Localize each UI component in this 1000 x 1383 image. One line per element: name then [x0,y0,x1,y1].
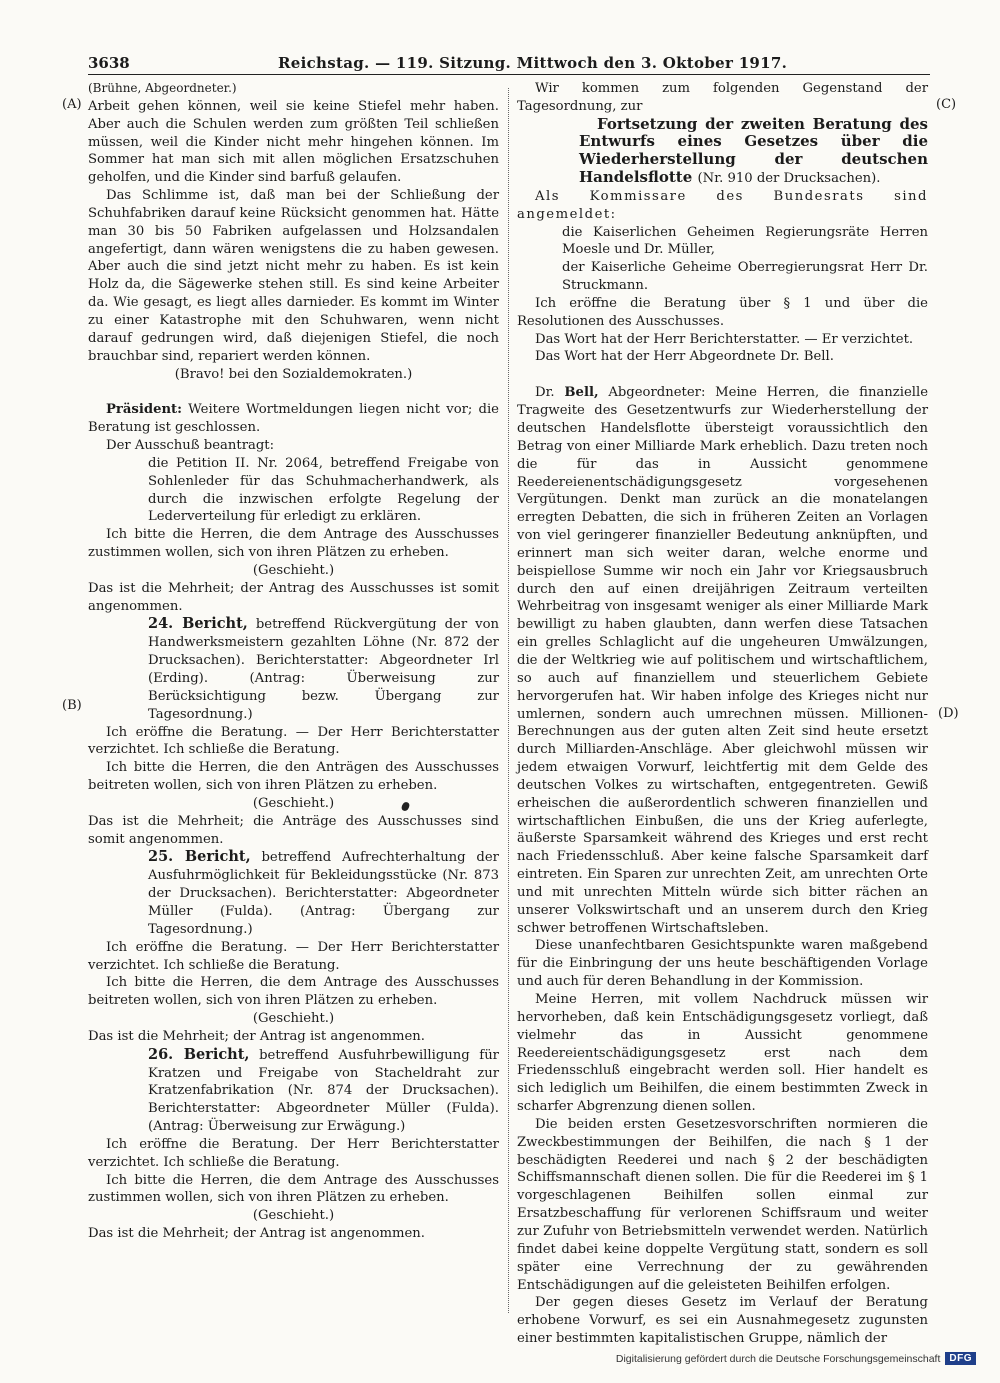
report-24 [88,615,499,723]
agenda-item-heading [517,116,928,188]
interjection: (Geschieht.) [252,562,335,578]
paragraph: Ich bitte die Herren, die den Anträgen des Ausschusses beitreten wollen, sich von ihren Plätzen zu erheben. [88,760,499,794]
statement-text: Weitere Wortmeldungen liegen nicht vor; die Beratung ist geschlossen. [88,402,499,436]
interjection: (Geschieht.) [252,795,335,811]
paragraph: Meine Herren, mit vollem Nachdruck müssen wir hervorheben, daß kein Entschädigungsgesetz vorliegt, daß vielmehr das in Aussicht genommene Reedereientschädigungsgesetz erst nach dem Friedensschluß eingebracht werden soll. Hier handelt es sich lediglich um Beihilfen, die einem bestimmten Zweck in scharfer Abgrenzung dienen sollen. [517,992,928,1115]
paragraph: Der gegen dieses Gesetz im Verlauf der Beratung erhobene Vorwurf, es sei ein Ausnahmegesetz zugunsten einer bestimmten kapitalistischen Gruppe, nämlich der [517,1295,928,1347]
interjection: (Bravo! bei den Sozialdemokraten.) [174,366,413,382]
paragraph: Das Schlimme ist, daß man bei der Schließung der Schuhfabriken darauf keine Rücksicht genommen hat. Hätte man 30 bis 50 Fabriken aufgelassen und Holzsandalen angefertigt, dann wären wenigstens die zu haben gewesen. Aber auch die sind jetzt nicht mehr zu haben. Es ist kein Holz da, die Sägewerke stehen still. Es sind keine Arbeiter da. Wie gesagt, es liegt alles darnieder. Es kommt im Winter zu einer Katastrophe mit den Schuhwaren, wenn nicht darauf gedrungen wird, daß diejenigen Stiefel, die noch brauchbar sind, repariert werden können. [88,188,499,364]
column-divider [508,88,509,1313]
paragraph: Das ist die Mehrheit; der Antrag des Ausschusses ist somit angenommen. [88,580,499,614]
paragraph: Wir kommen zum folgenden Gegenstand der Tagesordnung, zur [517,81,928,114]
commissioner-entry: der Kaiserliche Geheime Oberregierungsrat Herr Dr. Struckmann. [562,260,928,294]
speech-bell [517,384,928,937]
margin-mark-d: (D) [938,706,959,721]
paragraph: Der Ausschuß beantragt: [106,438,275,454]
footer [616,1352,976,1365]
paragraph [517,188,928,224]
report-heading: 26. Bericht, [148,1045,250,1063]
speaker-name: Präsident: [106,402,183,418]
commissioner-entry: die Kaiserlichen Geheimen Regierungsräte Herren Moesle und Dr. Müller, [562,224,928,258]
agenda-title: Fortsetzung der zweiten Beratung des Entwurfs eines Gesetzes über die Wiederherstellung der deutschen Handelsflotte [579,114,928,187]
page-title: Reichstag. — 119. Sitzung. Mittwoch den 3. Oktober 1917. [278,54,788,72]
interjection: (Geschieht.) [252,1208,335,1224]
page-header [88,52,930,75]
paragraph: Das Wort hat der Herr Berichterstatter. — Er verzichtet. [535,331,914,347]
report-25 [88,848,499,938]
paragraph: Ich eröffne die Beratung. — Der Herr Berichterstatter verzichtet. Ich schließe die Beratung. [88,939,499,973]
paragraph: Ich eröffne die Beratung über § 1 und über die Resolutionen des Ausschusses. [517,295,928,329]
speaker-name: Bell, [564,385,599,401]
paragraph: Ich bitte die Herren, die dem Antrage des Ausschusses zustimmen wollen, sich von ihren Plätzen zu erheben. [88,1172,499,1206]
paragraph: Ich bitte die Herren, die dem Antrage des Ausschusses beitreten wollen, sich von ihren Plätzen zu erheben. [88,975,499,1009]
page-number: 3638 [88,54,130,72]
paragraph: Die beiden ersten Gesetzesvorschriften normieren die Zweckbestimmungen der Beihilfen, die nach § 1 der beschädigten Reederei und nach § 2 der beschädigten Schiffsmannschaft dienen sollen. Die für die Reederei im § 1 vorgeschlagenen Beihilfen sollen einmal zur Ersatzbeschaffung für verlorenen Schiffsraum und weiter zur Zufuhr von Betriebsmitteln verwendet werden. Natürlich findet dabei keine doppelte Vergütung statt, sondern es soll später eine Verrechnung der zu gewährenden Entschädigungen auf die geleisteten Beihilfen erfolgen. [517,1116,928,1293]
margin-mark-c: (C) [936,97,957,112]
report-heading: 25. Bericht, [148,848,251,866]
report-26 [88,1046,499,1136]
paragraph: Das ist die Mehrheit; der Antrag ist angenommen. [88,1226,425,1242]
dfg-logo: DFG [945,1352,976,1365]
speaker-continuation: (Brühne, Abgeordneter.) [88,81,237,95]
paragraph: Das Wort hat der Herr Abgeordnete Dr. Bell. [535,349,834,365]
paragraph: Ich eröffne die Beratung. Der Herr Berichterstatter verzichtet. Ich schließe die Beratung. [88,1136,499,1170]
paragraph: Ich eröffne die Beratung. — Der Herr Berichterstatter verzichtet. Ich schließe die Beratung. [88,724,499,758]
report-heading: 24. Bericht, [148,615,248,633]
funding-note: Digitalisierung gefördert durch die Deutsche Forschungsgemeinschaft [615,1352,941,1365]
commissioners-line: Als Kommissare des Bundesrats sind angemeldet: [517,188,928,222]
paragraph: Das ist die Mehrheit; die Anträge des Ausschusses sind somit angenommen. [88,813,499,847]
margin-mark-b: (B) [62,698,82,713]
paragraph: Arbeit gehen können, weil sie keine Stiefel mehr haben. Aber auch die Schulen werden zum größten Teil schließen müssen, weil die Kinder nicht mehr hingehen können. Im Sommer hat man sich mit allen möglichen Ersatzschuhen geholfen, und die Kinder sind barfuß gelaufen. [88,98,499,186]
paragraph: Das ist die Mehrheit; der Antrag ist angenommen. [88,1028,425,1044]
left-column [88,80,499,1243]
report-text: betreffend Rückvergütung der von Handwerksmeistern gezahlten Löhne (Nr. 872 der Drucksachen). Berichterstatter: Abgeordneter Irl (Erding). (Antrag: Überweisung zur Berücksichtigung bezw. Übergang zur Tagesordnung.) [148,617,500,722]
speaker-title: Dr. [535,385,555,401]
paragraph: Ich bitte die Herren, die dem Antrage des Ausschusses zustimmen wollen, sich von ihren Plätzen zu erheben. [88,527,499,561]
president-statement [88,401,499,437]
agenda-reference: (Nr. 910 der Drucksachen). [697,171,881,187]
report-text: betreffend Aufrechterhaltung der Ausfuhrmöglichkeit für Bekleidungsstücke (Nr. 873 der Drucksachen). Berichterstatter: Abgeordneter Müller (Fulda). (Antrag: Übergang zur Tagesordnung.) [148,850,499,937]
petition-text: die Petition II. Nr. 2064, betreffend Freigabe von Sohlenleder für das Schuhmacherhandwerk, als durch die inzwischen erfolgte Regelung der Lederverteilung für erledigt zu erklären. [148,455,499,525]
interjection: (Geschieht.) [252,1011,335,1027]
margin-mark-a: (A) [62,97,82,112]
report-text: betreffend Ausfuhrbewilligung für Kratzen und Freigabe von Stacheldraht zur Kratzenfabrikation (Nr. 874 der Drucksachen). Berichterstatter: Abgeordneter Müller (Fulda). (Antrag: Überweisung zur Erwägung.) [148,1047,499,1135]
right-column [517,80,928,1348]
paragraph: Diese unanfechtbaren Gesichtspunkte waren maßgebend für die Einbringung der uns heute beschäftigenden Vorlage und auch für deren Behandlung in der Kommission. [517,938,928,990]
speech-text: Abgeordneter: Meine Herren, die finanzielle Tragweite des Gesetzentwurfs zur Wiederherstellung der deutschen Handelsflotte übersteigt voraussichtlich den Betrag von einer Milliarde Mark erheblich. Dazu treten noch die für das in Aussicht genommene Reedereienentschädigungsgesetz vorgesehenen Vergütungen. Denkt man zurück an die monatelangen erregten Debatten, die sich in früheren Zeiten an Vorlagen von viel geringerer finanzieller Bedeutung anknüpften, und erinnert man sich weiter daran, welche enorme und beispiellose Summe wir noch ein Jahr vor Kriegsausbruch durch den auf einen dreijährigen Zeitraum verteilten Wehrbeitrag von insgesamt weniger als einer Milliarde Mark bewilligt zu haben glaubten, dann werfen diese Tatsachen ein grelles Schlaglicht auf die ungeheuren Umwälzungen, die der Weltkrieg wie auf politischem und wirtschaftlichem, so auch auf finanziellem und steuerlichem Gebiete hervorgerufen hat. Wir haben infolge des Krieges nicht nur umlernen, sondern auch umrechnen müssen. Millionen-Berechnungen aus der guten alten Zeit sind heute ersetzt durch Milliarden-Anschläge. Aber gleichwohl müssen wir jedem etwaigen Vorwurf, leichtfertig mit dem Gelde des deutschen Volkes zu wirtschaften, entgegentreten. Gewiß erheischen die außerordentlich schweren finanziellen und wirtschaftlichen Einbußen, die uns der Krieg auferlegte, äußerste Sparsamkeit während des Krieges und erst recht nach Friedensschluß. Aber keine falsche Sparsamkeit darf eintreten. Ein Sparen zur unrechten Zeit, am unrechten Orte und mit unrechten Mitteln würde sich bitter rächen an unserer Volkswirtschaft und an unserem durch den Krieg schwer betroffenen Wirtschaftsleben. [517,385,929,936]
